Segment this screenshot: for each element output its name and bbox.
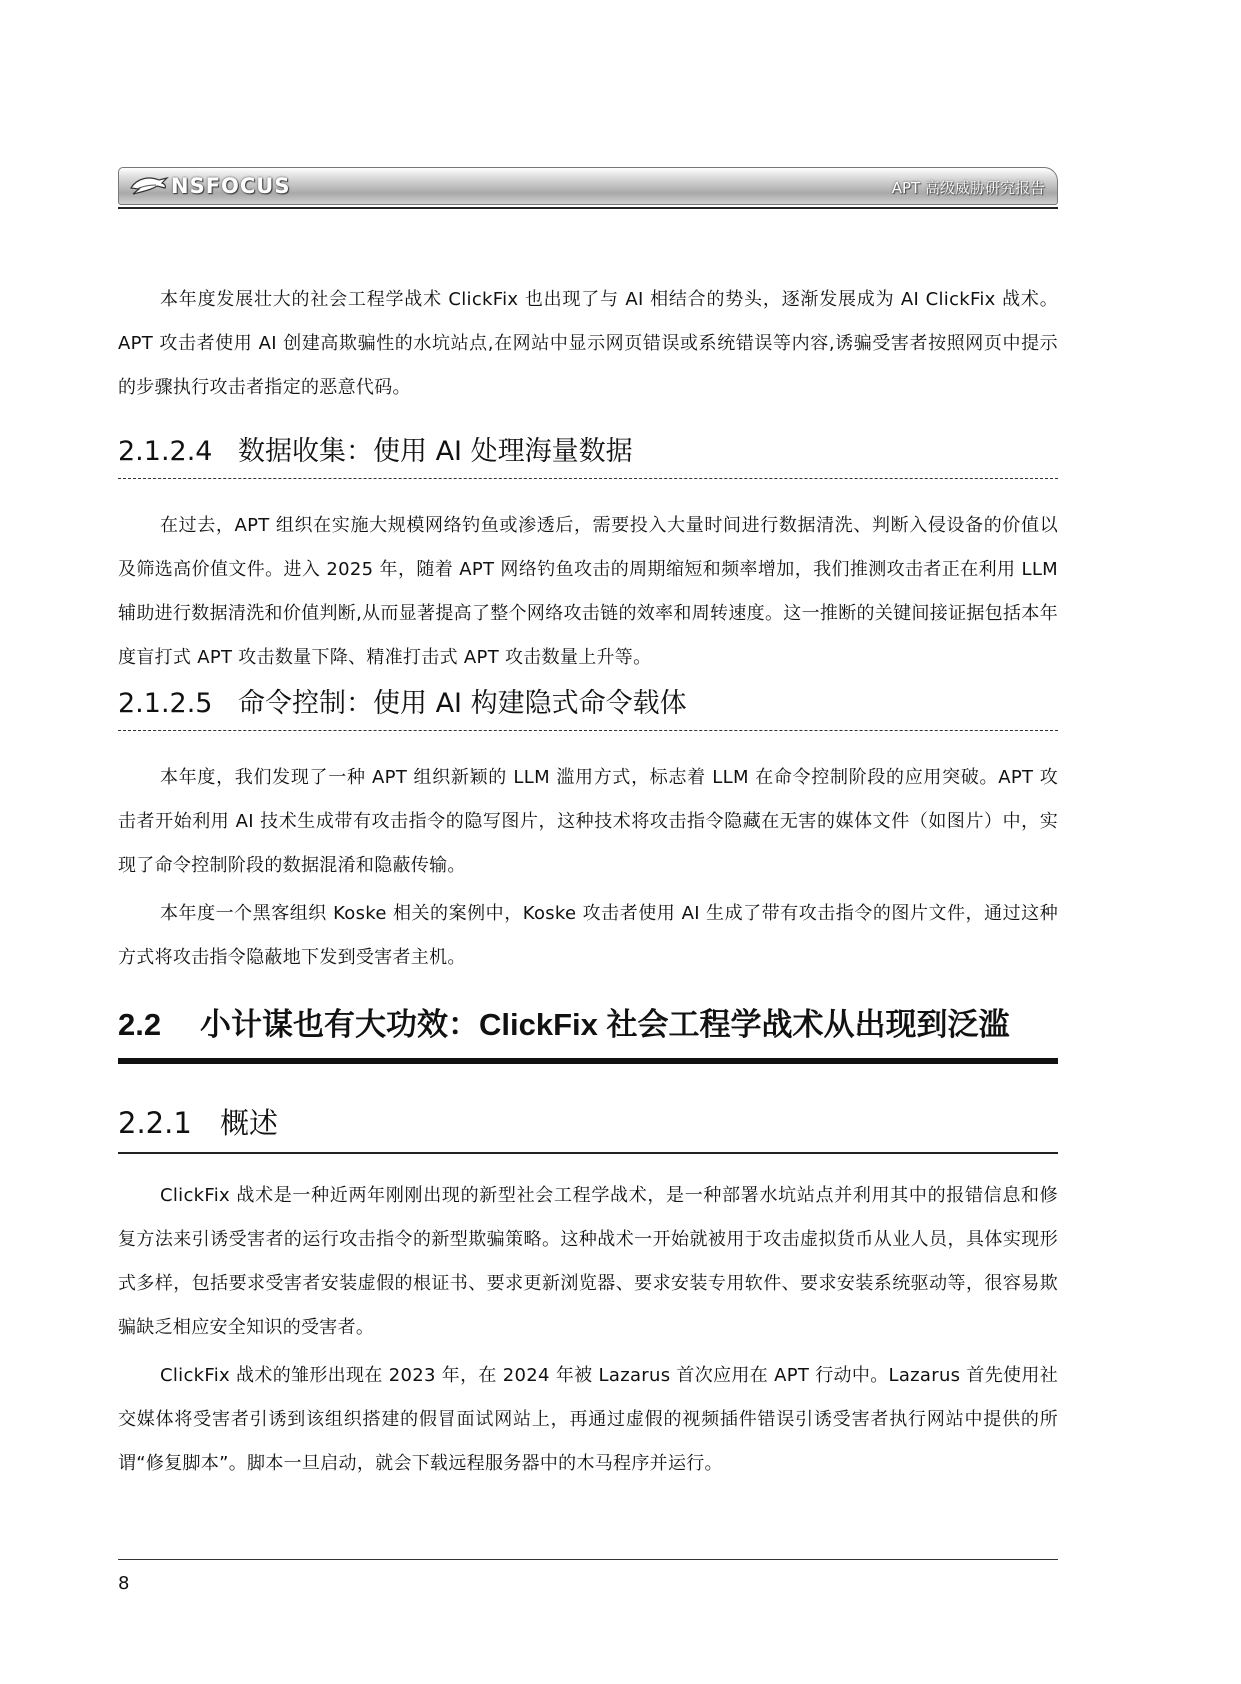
heading-number: 2.2: [118, 1007, 162, 1042]
section-paragraph: ClickFix 战术是一种近两年刚刚出现的新型社会工程学战术，是一种部署水坑站点并利用其中的报错信息和修复方法来引诱受害者的运行攻击指令的新型欺骗策略。这种战术一开始就被用于攻击虚拟货币从业人员，具体实现形式多样，包括要求受害者安装虚假的根证书、要求更新浏览器、要求安装专用软件、要求安装系统驱动等，很容易欺骗缺乏相应安全知识的受害者。: [118, 1185, 1058, 1338]
header-divider: [118, 207, 1058, 209]
heading-number: 2.1.2.5: [118, 688, 213, 719]
dashed-divider: [118, 478, 1058, 479]
heading-2-2-1: [118, 1100, 1058, 1154]
heading-title: 数据收集：使用 AI 处理海量数据: [238, 436, 633, 467]
section-2-1-2-4-body: [118, 504, 1058, 680]
eagle-icon: [129, 174, 169, 198]
heading-rule: [118, 1152, 1058, 1154]
section-paragraph: 本年度一个黑客组织 Koske 相关的案例中，Koske 攻击者使用 AI 生成了带有攻击指令的图片文件，通过这种方式将攻击指令隐蔽地下发到受害者主机。: [118, 903, 1058, 968]
heading-title: 概述: [220, 1106, 279, 1140]
heading-2-2: [118, 1000, 1058, 1064]
intro-paragraph: 本年度发展壮大的社会工程学战术 ClickFix 也出现了与 AI 相结合的势头，逐渐发展成为 AI ClickFix 战术。APT 攻击者使用 AI 创建高欺骗性的水坑站点,在网站中显示网页错误或系统错误等内容,诱骗受害者按照网页中提示的步骤执行攻击者指定的恶意代码。: [118, 289, 1058, 398]
heading-title: 小计谋也有大功效：ClickFix 社会工程学战术从出现到泛滥: [200, 1007, 1010, 1042]
report-title: APT 高级威胁研究报告: [891, 179, 1045, 197]
intro-block: [118, 278, 1058, 410]
section-2-2-1-body: [118, 1174, 1058, 1486]
section-paragraph: ClickFix 战术的雏形出现在 2023 年，在 2024 年被 Lazarus 首次应用在 APT 行动中。Lazarus 首先使用社交媒体将受害者引诱到该组织搭建的假冒面试网站上，再通过虚假的视频插件错误引诱受害者执行网站中提供的所谓“修复脚本”。脚本一旦启动，就会下载远程服务器中的木马程序并运行。: [118, 1365, 1058, 1474]
heading-2-1-2-4: [118, 430, 1058, 479]
nsfocus-logo: [129, 173, 291, 199]
footer-divider: [118, 1559, 1058, 1560]
heading-rule: [118, 1058, 1058, 1064]
heading-title: 命令控制：使用 AI 构建隐式命令载体: [238, 688, 687, 719]
dashed-divider: [118, 730, 1058, 731]
page-header: [118, 167, 1058, 205]
logo-text: NSFOCUS: [171, 174, 291, 198]
section-2-1-2-5-body: [118, 756, 1058, 980]
heading-number: 2.2.1: [118, 1106, 192, 1140]
section-paragraph: 本年度，我们发现了一种 APT 组织新颖的 LLM 滥用方式，标志着 LLM 在命令控制阶段的应用突破。APT 攻击者开始利用 AI 技术生成带有攻击指令的隐写图片，这种技术将攻击指令隐藏在无害的媒体文件（如图片）中，实现了命令控制阶段的数据混淆和隐蔽传输。: [118, 767, 1058, 876]
heading-number: 2.1.2.4: [118, 436, 213, 467]
section-paragraph: 在过去，APT 组织在实施大规模网络钓鱼或渗透后，需要投入大量时间进行数据清洗、判断入侵设备的价值以及筛选高价值文件。进入 2025 年，随着 APT 网络钓鱼攻击的周期缩短和频率增加，我们推测攻击者正在利用 LLM 辅助进行数据清洗和价值判断,从而显著提高了整个网络攻击链的效率和周转速度。这一推断的关键间接证据包括本年度盲打式 APT 攻击数量下降、精准打击式 APT 攻击数量上升等。: [118, 515, 1058, 668]
page-number: 8: [118, 1573, 130, 1594]
heading-2-1-2-5: [118, 682, 1058, 731]
